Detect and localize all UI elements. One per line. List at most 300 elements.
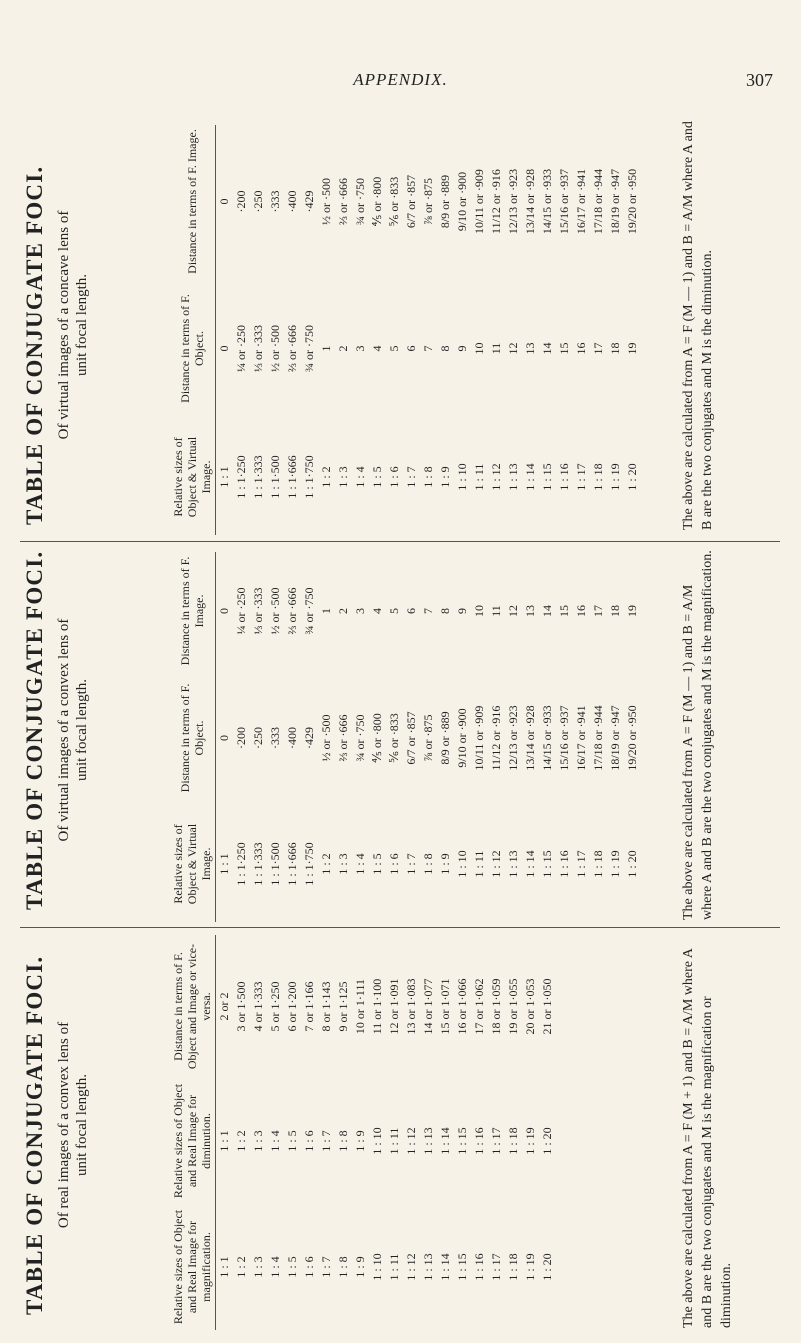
table-cell: 1 : 11: [472, 850, 487, 878]
table-cell: 7: [421, 345, 436, 352]
table-cell: 17: [591, 605, 606, 617]
table-cell: 1 : 19: [608, 850, 623, 878]
table-cell: ⅘ or ·800: [370, 713, 385, 763]
table-cell: 1 : 19: [523, 1127, 538, 1155]
table-cell: 1 : 1·500: [268, 842, 283, 886]
table-cell: 1 : 6: [302, 1256, 317, 1278]
table-cell: 6: [404, 345, 419, 352]
table-cell: 17/18 or ·944: [591, 705, 606, 771]
table-cell: 1 : 3: [336, 853, 351, 875]
table-cell: 8: [438, 608, 453, 614]
table-cell: 1 : 4: [268, 1130, 283, 1152]
table-cell: 21 or 1·050: [540, 978, 555, 1035]
table-cell: 1 : 6: [387, 466, 402, 488]
section-3-subtitle-1: Of virtual images of a concave lens of: [56, 210, 72, 440]
table-cell: 11: [489, 342, 504, 355]
table-cell: 1 : 3: [251, 1130, 266, 1152]
table-cell: 13/14 or ·928: [523, 705, 538, 771]
table-cell: ¼ or ·250: [234, 587, 249, 635]
table-row: [420, 125, 437, 535]
table-row: [573, 125, 590, 535]
table-cell: 14/15 or ·933: [540, 705, 555, 771]
table-cell: 5: [387, 608, 402, 614]
table-cell: ·200: [234, 190, 249, 213]
table-cell: 6 or 1·200: [285, 981, 300, 1032]
table-cell: 15/16 or ·937: [557, 168, 572, 235]
table-cell: ·333: [268, 190, 283, 213]
table-cell: 1 : 5: [285, 1256, 300, 1278]
table-row: [386, 552, 403, 922]
table-row: [216, 125, 234, 535]
table-cell: 1 : 8: [336, 1256, 351, 1278]
table-row: [352, 552, 369, 922]
table-row: [505, 935, 522, 1330]
table-row: [488, 125, 505, 535]
table-cell: 1 : 2: [319, 466, 334, 488]
table-cell: 1 : 15: [455, 1127, 470, 1155]
table-row: [284, 935, 301, 1330]
section-1-subtitle-2: unit focal length.: [74, 1073, 90, 1177]
table-row: [352, 935, 369, 1330]
table-cell: 1 : 7: [404, 466, 419, 488]
table-cell: 15 or 1·071: [438, 978, 453, 1035]
table-row: [369, 552, 386, 922]
table-row: [233, 125, 250, 535]
table-row: [233, 552, 250, 922]
table-cell: 1 : 1·333: [251, 455, 266, 499]
table-cell: 1 : 4: [353, 853, 368, 875]
section-1-header-3: Distance in terms of F. Object and Image or vice-versa.: [170, 935, 216, 1078]
table-cell: 10/11 or ·909: [472, 705, 487, 771]
divider-1: [20, 927, 780, 928]
table-cell: 1 : 9: [353, 1256, 368, 1278]
table-row: [471, 125, 488, 535]
rotated-content: [0, 100, 801, 1340]
table-cell: 1 : 17: [489, 1253, 504, 1281]
table-cell: ¼ or ·250: [234, 325, 249, 372]
table-row: [624, 125, 641, 535]
table-row: [607, 125, 624, 535]
table-cell: 11/12 or ·916: [489, 705, 504, 771]
table-cell: ⅞ or ·875: [421, 178, 436, 225]
table-row: [318, 552, 335, 922]
table-cell: 9: [455, 608, 470, 614]
table-cell: 1 : 2: [319, 853, 334, 875]
table-cell: 5 or 1·250: [268, 981, 283, 1032]
table-cell: 13 or 1·083: [404, 978, 419, 1035]
running-head: APPENDIX.: [353, 70, 448, 89]
table-row: [522, 935, 539, 1330]
table-row: [267, 552, 284, 922]
table-row: [301, 935, 318, 1330]
table-cell: 16: [574, 605, 589, 617]
table-cell: 1 : 17: [489, 1127, 504, 1155]
table-row: [318, 125, 335, 535]
table-row: [437, 552, 454, 922]
table-cell: 16 or 1·066: [455, 978, 470, 1035]
table-row: [539, 552, 556, 922]
table-cell: 1 : 10: [455, 850, 470, 878]
table-cell: 1 : 1·333: [251, 842, 266, 886]
table-row: [403, 935, 420, 1330]
table-cell: 10 or 1·111: [353, 978, 368, 1035]
table-row: [590, 552, 607, 922]
table-cell: ¾ or ·750: [302, 325, 317, 372]
table-cell: ·429: [302, 190, 317, 213]
table-cell: 1 : 7: [319, 1130, 334, 1152]
table-cell: 14/15 or ·933: [540, 168, 555, 235]
table-cell: 1 : 12: [489, 850, 504, 878]
table-row: [539, 935, 556, 1330]
table-row: [352, 125, 369, 535]
section-3-subtitle-2: unit focal length.: [74, 273, 90, 377]
table-cell: ⅚ or ·833: [387, 176, 402, 227]
table-cell: 1 : 1·250: [234, 842, 249, 886]
table-cell: 10: [472, 605, 487, 617]
table-cell: 18 or 1·059: [489, 978, 504, 1035]
section-2-subtitle-1: Of virtual images of a convex lens of: [56, 618, 72, 842]
table-row: [590, 125, 607, 535]
section-1-table: [170, 935, 556, 1330]
table-row: [607, 552, 624, 922]
table-row: [420, 935, 437, 1330]
table-cell: 1 : 11: [387, 1127, 402, 1155]
table-cell: 8/9 or ·889: [438, 174, 453, 229]
table-cell: 1 : 8: [421, 853, 436, 875]
table-cell: 1 : 16: [557, 463, 572, 491]
section-1-note: The above are calculated from A = F (M + 1) and B = A/M where A and B are the two conjugates and M is the magnification or diminution.: [681, 948, 734, 1328]
table-cell: ·333: [268, 727, 283, 749]
table-cell: 16/17 or ·941: [574, 705, 589, 771]
table-cell: 13/14 or ·928: [523, 168, 538, 235]
table-cell: 19/20 or ·950: [625, 168, 640, 235]
table-cell: 1 : 12: [404, 1253, 419, 1281]
table-cell: 1 : 1·500: [268, 455, 283, 499]
table-cell: 1 : 14: [438, 1127, 453, 1155]
table-cell: 1 : 14: [523, 463, 538, 491]
table-row: [522, 125, 539, 535]
table-cell: 1 : 5: [370, 466, 385, 488]
table-cell: 13: [523, 342, 538, 355]
table-cell: 1 : 1·750: [302, 842, 317, 886]
table-cell: 1 : 1: [217, 1256, 232, 1278]
table-cell: 1 : 17: [574, 850, 589, 878]
table-row: [454, 935, 471, 1330]
table-cell: 1 : 1·666: [285, 455, 300, 499]
table-row: [420, 552, 437, 922]
table-cell: 3 or 1·500: [234, 981, 249, 1032]
table-cell: ½ or ·500: [268, 325, 283, 372]
table-cell: 1 : 11: [387, 1253, 402, 1281]
rotated-page: [0, 100, 801, 1340]
table-cell: ·250: [251, 727, 266, 749]
section-2-header-1: Relative sizes of Object & Virtual Image.: [170, 806, 216, 922]
table-row: [386, 125, 403, 535]
table-cell: ⅓ or ·333: [251, 587, 266, 635]
table-cell: 12/13 or ·923: [506, 168, 521, 235]
table-cell: ·400: [285, 190, 300, 213]
table-cell: 1 : 1·750: [302, 455, 317, 499]
table-cell: ¾ or ·750: [302, 587, 317, 635]
table-row: [624, 552, 641, 922]
section-3-note: The above are calculated from A = F (M — 1) and B = A/M where A and B are the two conjugates and M is the diminution.: [681, 121, 715, 530]
table-row: [539, 125, 556, 535]
table-cell: 1 : 15: [540, 463, 555, 491]
table-cell: 1 : 12: [489, 463, 504, 491]
table-cell: 9/10 or ·900: [455, 708, 470, 768]
table-row: [437, 125, 454, 535]
table-cell: 4: [370, 345, 385, 352]
table-cell: 1 : 1: [217, 466, 232, 488]
divider-2: [20, 541, 780, 542]
section-3-header-2: Distance in terms of F. Object.: [170, 278, 216, 419]
table-cell: 19/20 or ·950: [625, 705, 640, 771]
table-cell: 9: [455, 345, 470, 352]
table-cell: 19: [625, 605, 640, 617]
section-3-header-1: Relative sizes of Object & Virtual Image.: [170, 419, 216, 535]
table-cell: 1 : 7: [319, 1256, 334, 1278]
section-3-table: [170, 125, 641, 535]
table-cell: 1 : 6: [387, 853, 402, 875]
table-cell: 1 : 4: [353, 466, 368, 488]
table-cell: 1 : 13: [506, 850, 521, 878]
table-row: [403, 125, 420, 535]
table-cell: 13: [523, 605, 538, 617]
table-cell: 0: [217, 735, 232, 741]
table-cell: 1 : 16: [557, 850, 572, 878]
table-cell: 11 or 1·100: [370, 978, 385, 1035]
table-cell: ⅓ or ·333: [251, 325, 266, 372]
table-cell: ¾ or ·750: [353, 714, 368, 762]
table-cell: 1 : 9: [353, 1130, 368, 1152]
table-cell: 16: [574, 342, 589, 355]
table-cell: ⅚ or ·833: [387, 713, 402, 763]
table-cell: 11/12 or ·916: [489, 169, 504, 234]
table-cell: 17 or 1·062: [472, 978, 487, 1035]
table-row: [284, 552, 301, 922]
table-cell: 1 : 5: [370, 853, 385, 875]
section-1-title: TABLE OF CONJUGATE FOCI.: [22, 955, 47, 1315]
table-row: [505, 125, 522, 535]
table-cell: ·429: [302, 727, 317, 749]
table-cell: 0: [217, 198, 232, 205]
table-cell: 16/17 or ·941: [574, 168, 589, 235]
table-cell: 6: [404, 608, 419, 614]
table-cell: 1 : 13: [421, 1127, 436, 1155]
table-cell: ·400: [285, 727, 300, 749]
table-cell: 18: [608, 605, 623, 617]
table-cell: 8 or 1·143: [319, 981, 334, 1032]
table-cell: ⅔ or ·666: [336, 178, 351, 225]
table-cell: 8/9 or ·889: [438, 711, 453, 765]
table-row: [267, 125, 284, 535]
table-row: [335, 935, 352, 1330]
table-cell: ½ or ·500: [319, 178, 334, 225]
section-3-header-3: Distance in terms of F. Image.: [170, 125, 216, 278]
table-cell: 1 : 20: [540, 1253, 555, 1281]
table-cell: ⅔ or ·666: [336, 714, 351, 762]
table-cell: ·200: [234, 727, 249, 749]
table-cell: 7: [421, 608, 436, 614]
table-cell: 3: [353, 345, 368, 352]
table-row: [369, 935, 386, 1330]
table-cell: 15: [557, 605, 572, 617]
table-cell: ½ or ·500: [268, 587, 283, 635]
table-cell: 10: [472, 342, 487, 355]
table-cell: 1 : 17: [574, 463, 589, 491]
table-cell: 15: [557, 342, 572, 355]
table-cell: 1 : 20: [625, 463, 640, 491]
table-row: [369, 125, 386, 535]
table-cell: ·250: [251, 190, 266, 213]
table-cell: ½ or ·500: [319, 714, 334, 762]
table-cell: 1 : 20: [625, 850, 640, 878]
table-cell: 1 : 16: [472, 1253, 487, 1281]
table-cell: 1 : 9: [438, 853, 453, 875]
table-row: [318, 935, 335, 1330]
table-cell: 12/13 or ·923: [506, 705, 521, 771]
table-cell: 1 : 8: [336, 1130, 351, 1152]
table-cell: 0: [217, 608, 232, 614]
table-cell: 11: [489, 605, 504, 617]
table-row: [335, 552, 352, 922]
table-cell: ⅔ or ·666: [285, 325, 300, 372]
table-row: [386, 935, 403, 1330]
section-2-header-3: Distance in terms of F. Image.: [170, 552, 216, 670]
table-cell: 2: [336, 345, 351, 352]
table-cell: 14 or 1·077: [421, 978, 436, 1035]
table-cell: 18: [608, 342, 623, 355]
table-row: [250, 552, 267, 922]
table-row: [488, 552, 505, 922]
table-cell: 14: [540, 342, 555, 355]
table-cell: 1 : 18: [591, 463, 606, 491]
table-cell: 1 : 10: [455, 463, 470, 491]
table-cell: 20 or 1·053: [523, 978, 538, 1035]
table-cell: 1 : 5: [285, 1130, 300, 1152]
table-cell: 1 : 3: [336, 466, 351, 488]
table-cell: 1 : 16: [472, 1127, 487, 1155]
table-cell: 1 : 10: [370, 1253, 385, 1281]
table-cell: 9/10 or ·900: [455, 171, 470, 232]
table-cell: 19 or 1·055: [506, 978, 521, 1035]
table-row: [556, 552, 573, 922]
table-cell: ¾ or ·750: [353, 178, 368, 225]
table-cell: 1 : 6: [302, 1130, 317, 1152]
table-cell: 5: [387, 345, 402, 352]
table-row: [522, 552, 539, 922]
table-cell: 1 : 3: [251, 1256, 266, 1278]
table-cell: 1 : 15: [540, 850, 555, 878]
table-cell: 1 : 4: [268, 1256, 283, 1278]
section-1-subtitle-1: Of real images of a convex lens of: [56, 1021, 72, 1229]
table-row: [250, 125, 267, 535]
table-row: [573, 552, 590, 922]
section-3-title: TABLE OF CONJUGATE FOCI.: [22, 165, 47, 525]
table-cell: 1 : 2: [234, 1130, 249, 1152]
section-1-header-2: Relative sizes of Object and Real Image for diminution.: [170, 1078, 216, 1204]
table-cell: 1 : 18: [506, 1127, 521, 1155]
table-cell: 14: [540, 605, 555, 617]
table-cell: 1 : 18: [591, 850, 606, 878]
table-cell: 17/18 or ·944: [591, 168, 606, 235]
table-cell: 8: [438, 345, 453, 352]
table-row: [284, 125, 301, 535]
section-2-header-2: Distance in terms of F. Object.: [170, 670, 216, 806]
table-cell: 1 : 1·666: [285, 842, 300, 886]
table-cell: 18/19 or ·947: [608, 168, 623, 235]
section-2-subtitle-2: unit focal length.: [74, 678, 90, 782]
table-cell: 2 or 2: [217, 992, 232, 1021]
table-cell: 17: [591, 342, 606, 355]
table-cell: 1 : 7: [404, 853, 419, 875]
table-row: [454, 125, 471, 535]
table-cell: 6/7 or ·857: [404, 711, 419, 765]
table-row: [216, 552, 234, 922]
page-number: 307: [746, 70, 773, 90]
section-1-header-1: Relative sizes of Object and Real Image for magnification.: [170, 1204, 216, 1330]
table-cell: 3: [353, 608, 368, 614]
table-cell: 1 : 15: [455, 1253, 470, 1281]
table-cell: 6/7 or ·857: [404, 174, 419, 229]
table-cell: 1 : 19: [608, 463, 623, 491]
section-2-note: The above are calculated from A = F (M — 1) and B = A/M where A and B are the two conjugates and M is the magnification.: [681, 550, 715, 920]
table-cell: 4 or 1·333: [251, 981, 266, 1032]
table-row: [250, 935, 267, 1330]
section-2-table: [170, 552, 641, 922]
table-cell: 1 : 19: [523, 1253, 538, 1281]
table-row: [556, 125, 573, 535]
table-row: [488, 935, 505, 1330]
table-cell: 19: [625, 342, 640, 355]
table-cell: 12 or 1·091: [387, 978, 402, 1035]
table-row: [471, 935, 488, 1330]
table-cell: 1 : 14: [438, 1253, 453, 1281]
table-cell: 10/11 or ·909: [472, 169, 487, 234]
table-cell: 18/19 or ·947: [608, 705, 623, 771]
section-2-title: TABLE OF CONJUGATE FOCI.: [22, 550, 47, 910]
page-header: [0, 0, 801, 100]
table-cell: 4: [370, 608, 385, 614]
table-row: [216, 935, 234, 1330]
table-cell: 7 or 1·166: [302, 981, 317, 1032]
table-cell: 1 : 11: [472, 463, 487, 491]
table-cell: 15/16 or ·937: [557, 705, 572, 771]
table-cell: 12: [506, 342, 521, 355]
table-row: [267, 935, 284, 1330]
table-cell: 1 : 13: [421, 1253, 436, 1281]
table-cell: 1 : 13: [506, 463, 521, 491]
table-cell: 0: [217, 345, 232, 352]
table-cell: 1 : 1: [217, 853, 232, 875]
table-row: [301, 125, 318, 535]
table-row: [335, 125, 352, 535]
table-cell: 1: [319, 345, 334, 352]
table-cell: 1 : 14: [523, 850, 538, 878]
table-cell: 1: [319, 608, 334, 614]
table-cell: 12: [506, 605, 521, 617]
table-cell: 1 : 1·250: [234, 455, 249, 499]
table-row: [403, 552, 420, 922]
table-cell: 1 : 8: [421, 466, 436, 488]
table-row: [301, 552, 318, 922]
table-cell: 2: [336, 608, 351, 614]
table-cell: 9 or 1·125: [336, 981, 351, 1032]
table-row: [471, 552, 488, 922]
table-row: [437, 935, 454, 1330]
table-cell: 1 : 10: [370, 1127, 385, 1155]
table-cell: ⅔ or ·666: [285, 587, 300, 635]
